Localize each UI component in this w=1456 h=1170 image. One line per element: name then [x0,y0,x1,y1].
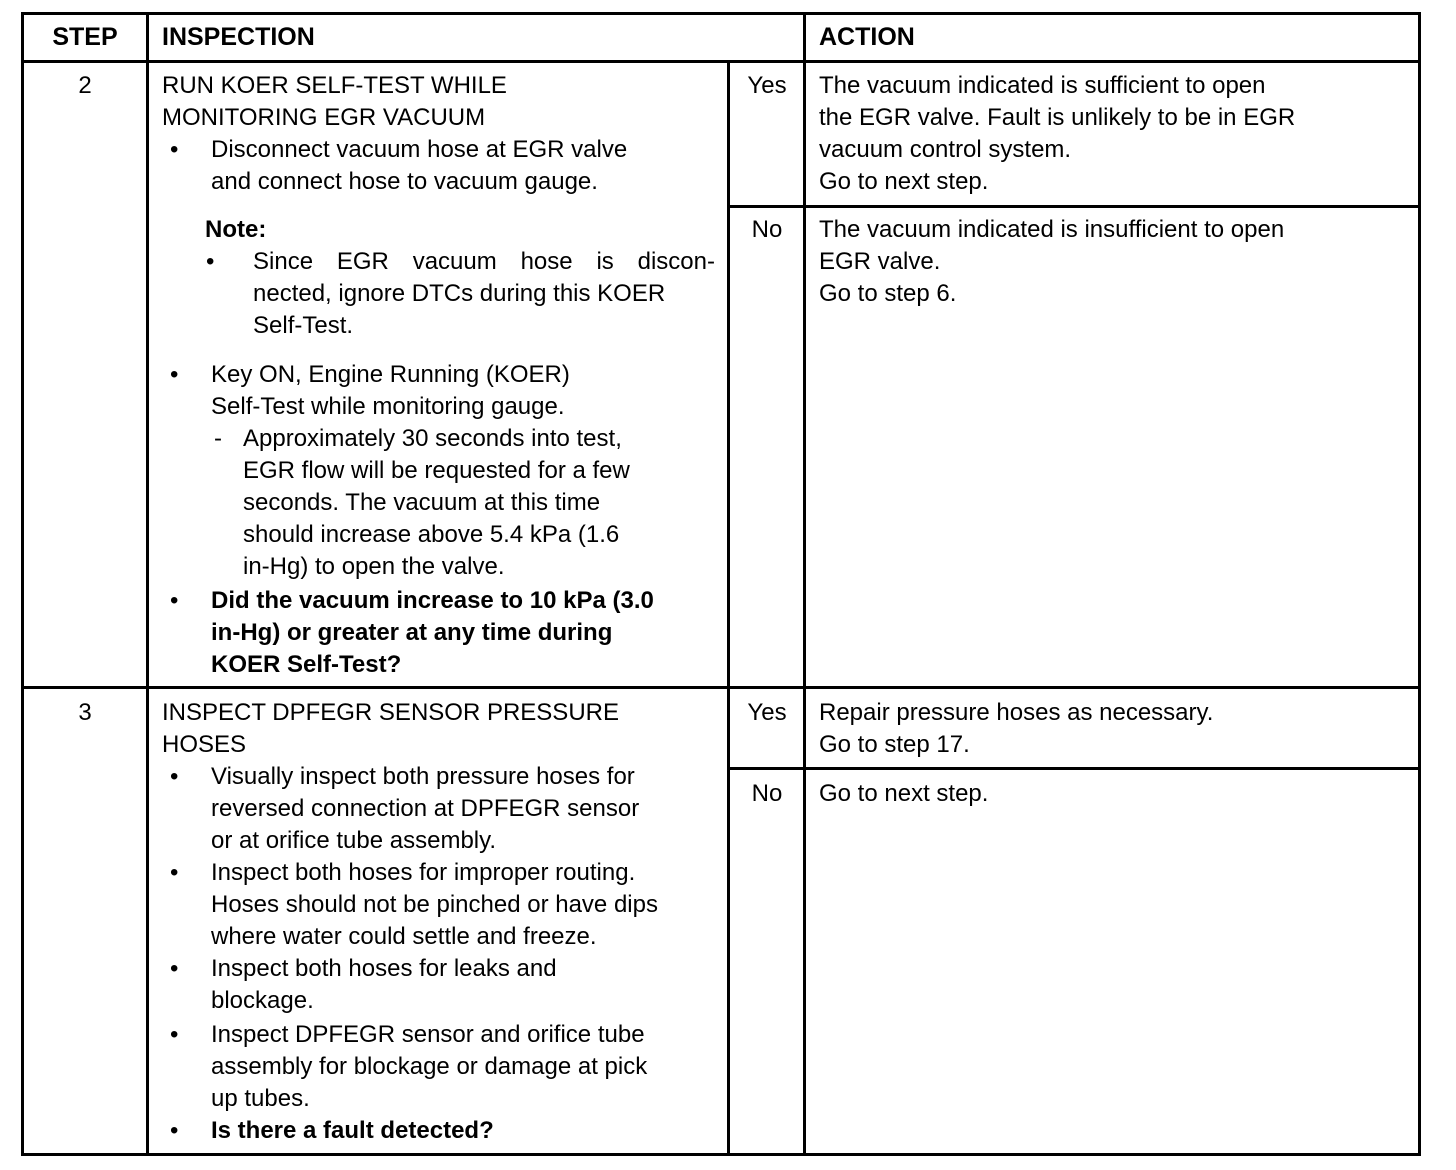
inspection-bullet: Visually inspect both pressure hoses for [211,763,635,790]
inspection-question: Is there a fault detected? [211,1117,494,1144]
inspection-bullet: Inspect DPFEGR sensor and orifice tube [211,1021,645,1048]
inspection-bullet: Inspect both hoses for improper routing. [211,859,636,886]
note-text: Since EGR vacuum hose is discon- [253,248,715,275]
action-text: Go to step 17. [819,731,970,758]
action-text: Go to next step. [819,780,989,807]
bullet-icon: • [170,1117,179,1144]
action-text: vacuum control system. [819,136,1072,163]
step-number: 3 [78,699,92,726]
inspection-bullet: blockage. [211,987,314,1014]
inspection-bullet: or at orifice tube assembly. [211,827,497,854]
inspection-question: KOER Self-Test? [211,651,402,678]
no-label: No [751,216,783,243]
step-number: 2 [78,72,92,99]
inspection-sub-item: Approximately 30 seconds into test, [243,425,622,452]
grid-line [21,12,1421,15]
inspection-bullet: Inspect both hoses for leaks and [211,955,557,982]
inspection-sub-item: in-Hg) to open the valve. [243,553,505,580]
bullet-icon: • [170,955,179,982]
inspection-sub-item: EGR flow will be requested for a few [243,457,630,484]
inspection-bullet: assembly for blockage or damage at pick [211,1053,648,1080]
grid-line [21,12,24,1156]
grid-line [728,205,1421,208]
inspection-bullet: Hoses should not be pinched or have dips [211,891,658,918]
header-inspection: INSPECTION [162,23,315,51]
yes-label: Yes [747,699,787,726]
inspection-title: MONITORING EGR VACUUM [162,104,486,131]
note-text: nected, ignore DTCs during this KOER [253,280,666,307]
inspection-bullet: Self-Test while monitoring gauge. [211,393,565,420]
action-text: The vacuum indicated is sufficient to open [819,72,1266,99]
grid-line [146,12,149,1156]
grid-line [803,12,806,1156]
bullet-icon: • [170,859,179,886]
bullet-icon: • [170,587,179,614]
header-action: ACTION [819,23,915,51]
inspection-bullet: where water could settle and freeze. [211,923,597,950]
grid-line [728,767,1421,770]
yes-label: Yes [747,72,787,99]
bullet-icon: • [170,136,179,163]
grid-line [21,686,1421,689]
inspection-question: Did the vacuum increase to 10 kPa (3.0 [211,587,654,614]
header-step: STEP [52,23,118,51]
inspection-title: RUN KOER SELF-TEST WHILE [162,72,507,99]
inspection-sub-item: seconds. The vacuum at this time [243,489,601,516]
inspection-bullet: up tubes. [211,1085,310,1112]
inspection-bullet: reversed connection at DPFEGR sensor [211,795,640,822]
inspection-bullet: and connect hose to vacuum gauge. [211,168,598,195]
inspection-bullet: Disconnect vacuum hose at EGR valve [211,136,628,163]
bullet-icon: • [206,248,215,275]
action-text: Go to next step. [819,168,989,195]
inspection-question: in-Hg) or greater at any time during [211,619,613,646]
grid-line [1418,12,1421,1156]
inspection-title: INSPECT DPFEGR SENSOR PRESSURE [162,699,619,726]
note-label: Note: [205,216,267,243]
dash-marker: - [214,425,222,452]
grid-line [21,1153,1421,1156]
action-text: Go to step 6. [819,280,957,307]
inspection-title: HOSES [162,731,247,758]
note-text: Self-Test. [253,312,354,339]
action-text: The vacuum indicated is insufficient to open [819,216,1285,243]
action-text: EGR valve. [819,248,941,275]
action-text: Repair pressure hoses as necessary. [819,699,1214,726]
inspection-bullet: Key ON, Engine Running (KOER) [211,361,570,388]
action-text: the EGR valve. Fault is unlikely to be in EGR [819,104,1296,131]
bullet-icon: • [170,1021,179,1048]
bullet-icon: • [170,361,179,388]
inspection-sub-item: should increase above 5.4 kPa (1.6 [243,521,620,548]
no-label: No [751,780,783,807]
grid-line [21,60,1421,63]
bullet-icon: • [170,763,179,790]
